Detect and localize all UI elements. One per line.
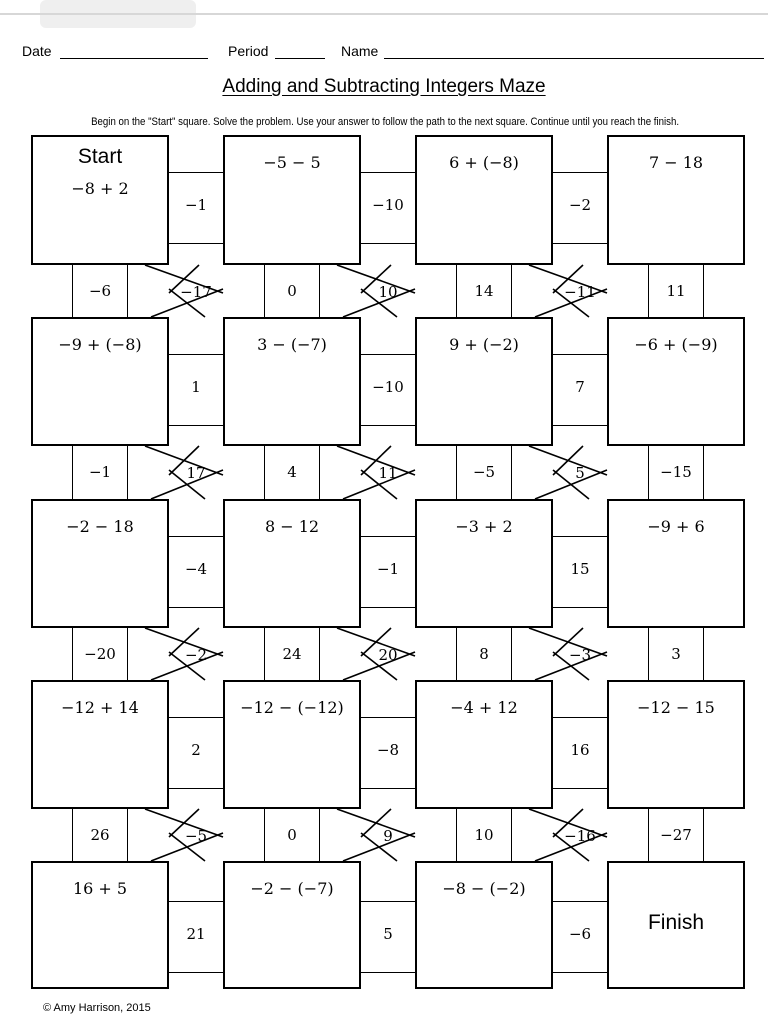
square-problem: 7 − 18 <box>648 153 704 172</box>
path-value: −20 <box>84 645 116 663</box>
path-value: 24 <box>282 645 302 663</box>
square-problem: 6 + (−8) <box>449 153 519 172</box>
path-value: 7 <box>575 378 585 396</box>
maze-square <box>223 499 361 628</box>
instructions: Begin on the "Start" square. Solve the problem. Use your answer to follow the path to the next square. Continue until you reach the finish. <box>91 116 680 128</box>
maze-square <box>223 135 361 265</box>
path-value: −17 <box>180 283 212 301</box>
path-value: −2 <box>184 646 208 664</box>
path-value: 8 <box>479 645 489 663</box>
maze-square <box>415 499 553 628</box>
path-value: −15 <box>660 463 692 481</box>
path-value: 3 <box>671 645 681 663</box>
path-value: −27 <box>660 826 692 844</box>
path-value: 0 <box>287 826 297 844</box>
diagonal-path-line <box>343 833 415 861</box>
maze-square <box>415 317 553 446</box>
path-value: 5 <box>575 464 585 482</box>
square-problem: −12 + 14 <box>61 698 139 717</box>
path-value: 2 <box>191 741 201 759</box>
start-label: Start <box>77 145 123 168</box>
path-value: −8 <box>376 741 400 759</box>
path-value: 14 <box>474 282 494 300</box>
maze-square <box>415 680 553 809</box>
maze-square <box>607 499 745 628</box>
path-value: −1 <box>88 463 112 481</box>
path-value: 16 <box>570 741 590 759</box>
square-problem: 3 − (−7) <box>257 335 327 354</box>
square-problem: 9 + (−2) <box>449 335 519 354</box>
square-problem: −8 + 2 <box>71 179 129 198</box>
square-problem: −9 + (−8) <box>58 335 142 354</box>
path-value: 5 <box>383 925 393 943</box>
worksheet-title: Adding and Subtracting Integers Maze <box>222 76 546 97</box>
date-label: Date <box>22 43 52 59</box>
square-problem: −9 + 6 <box>647 517 705 536</box>
path-value: 11 <box>666 282 686 300</box>
square-problem: −6 + (−9) <box>634 335 718 354</box>
finish-label: Finish <box>647 911 705 934</box>
path-value: −5 <box>184 827 208 845</box>
path-value: −16 <box>564 827 596 845</box>
path-value: −6 <box>568 925 592 943</box>
path-value: −1 <box>184 196 208 214</box>
path-value: 10 <box>378 283 398 301</box>
square-problem: −8 − (−2) <box>442 879 526 898</box>
path-value: −6 <box>88 282 112 300</box>
path-value: 10 <box>474 826 494 844</box>
maze-square <box>607 135 745 265</box>
square-problem: −5 − 5 <box>263 153 321 172</box>
path-value: 4 <box>287 463 297 481</box>
path-value: 0 <box>287 282 297 300</box>
name-label: Name <box>341 43 379 59</box>
square-problem: 16 + 5 <box>72 879 128 898</box>
path-value: 26 <box>90 826 110 844</box>
maze-square <box>223 680 361 809</box>
maze-square <box>607 861 745 989</box>
maze-square <box>607 317 745 446</box>
path-value: 21 <box>186 925 206 943</box>
path-value: 20 <box>378 646 398 664</box>
square-problem: −12 − 15 <box>637 698 715 717</box>
square-problem: −2 − (−7) <box>250 879 334 898</box>
maze-square <box>31 135 169 265</box>
path-value: −11 <box>564 283 596 301</box>
path-value: 9 <box>383 827 393 845</box>
maze-square <box>415 861 553 989</box>
path-value: −2 <box>568 196 592 214</box>
copyright: © Amy Harrison, 2015 <box>43 1002 151 1014</box>
maze-square <box>223 317 361 446</box>
square-problem: 8 − 12 <box>264 517 320 536</box>
maze-square <box>607 680 745 809</box>
path-value: −10 <box>372 196 404 214</box>
square-problem: −4 + 12 <box>450 698 518 717</box>
path-value: 11 <box>378 464 398 482</box>
maze-square <box>31 861 169 989</box>
square-problem: −2 − 18 <box>66 517 134 536</box>
path-value: −10 <box>372 378 404 396</box>
square-problem: −12 − (−12) <box>240 698 344 717</box>
diagonal-path-line <box>535 470 607 499</box>
maze-square <box>31 499 169 628</box>
maze-square <box>31 317 169 446</box>
period-label: Period <box>228 43 269 59</box>
path-value: 15 <box>570 560 590 578</box>
path-value: −4 <box>184 560 208 578</box>
path-value: −5 <box>472 463 496 481</box>
path-value: −3 <box>568 646 592 664</box>
maze-square <box>415 135 553 265</box>
maze-square <box>31 680 169 809</box>
maze-square <box>223 861 361 989</box>
square-problem: −3 + 2 <box>455 517 513 536</box>
path-value: 1 <box>191 378 201 396</box>
path-value: −1 <box>376 560 400 578</box>
path-value: 17 <box>186 464 206 482</box>
